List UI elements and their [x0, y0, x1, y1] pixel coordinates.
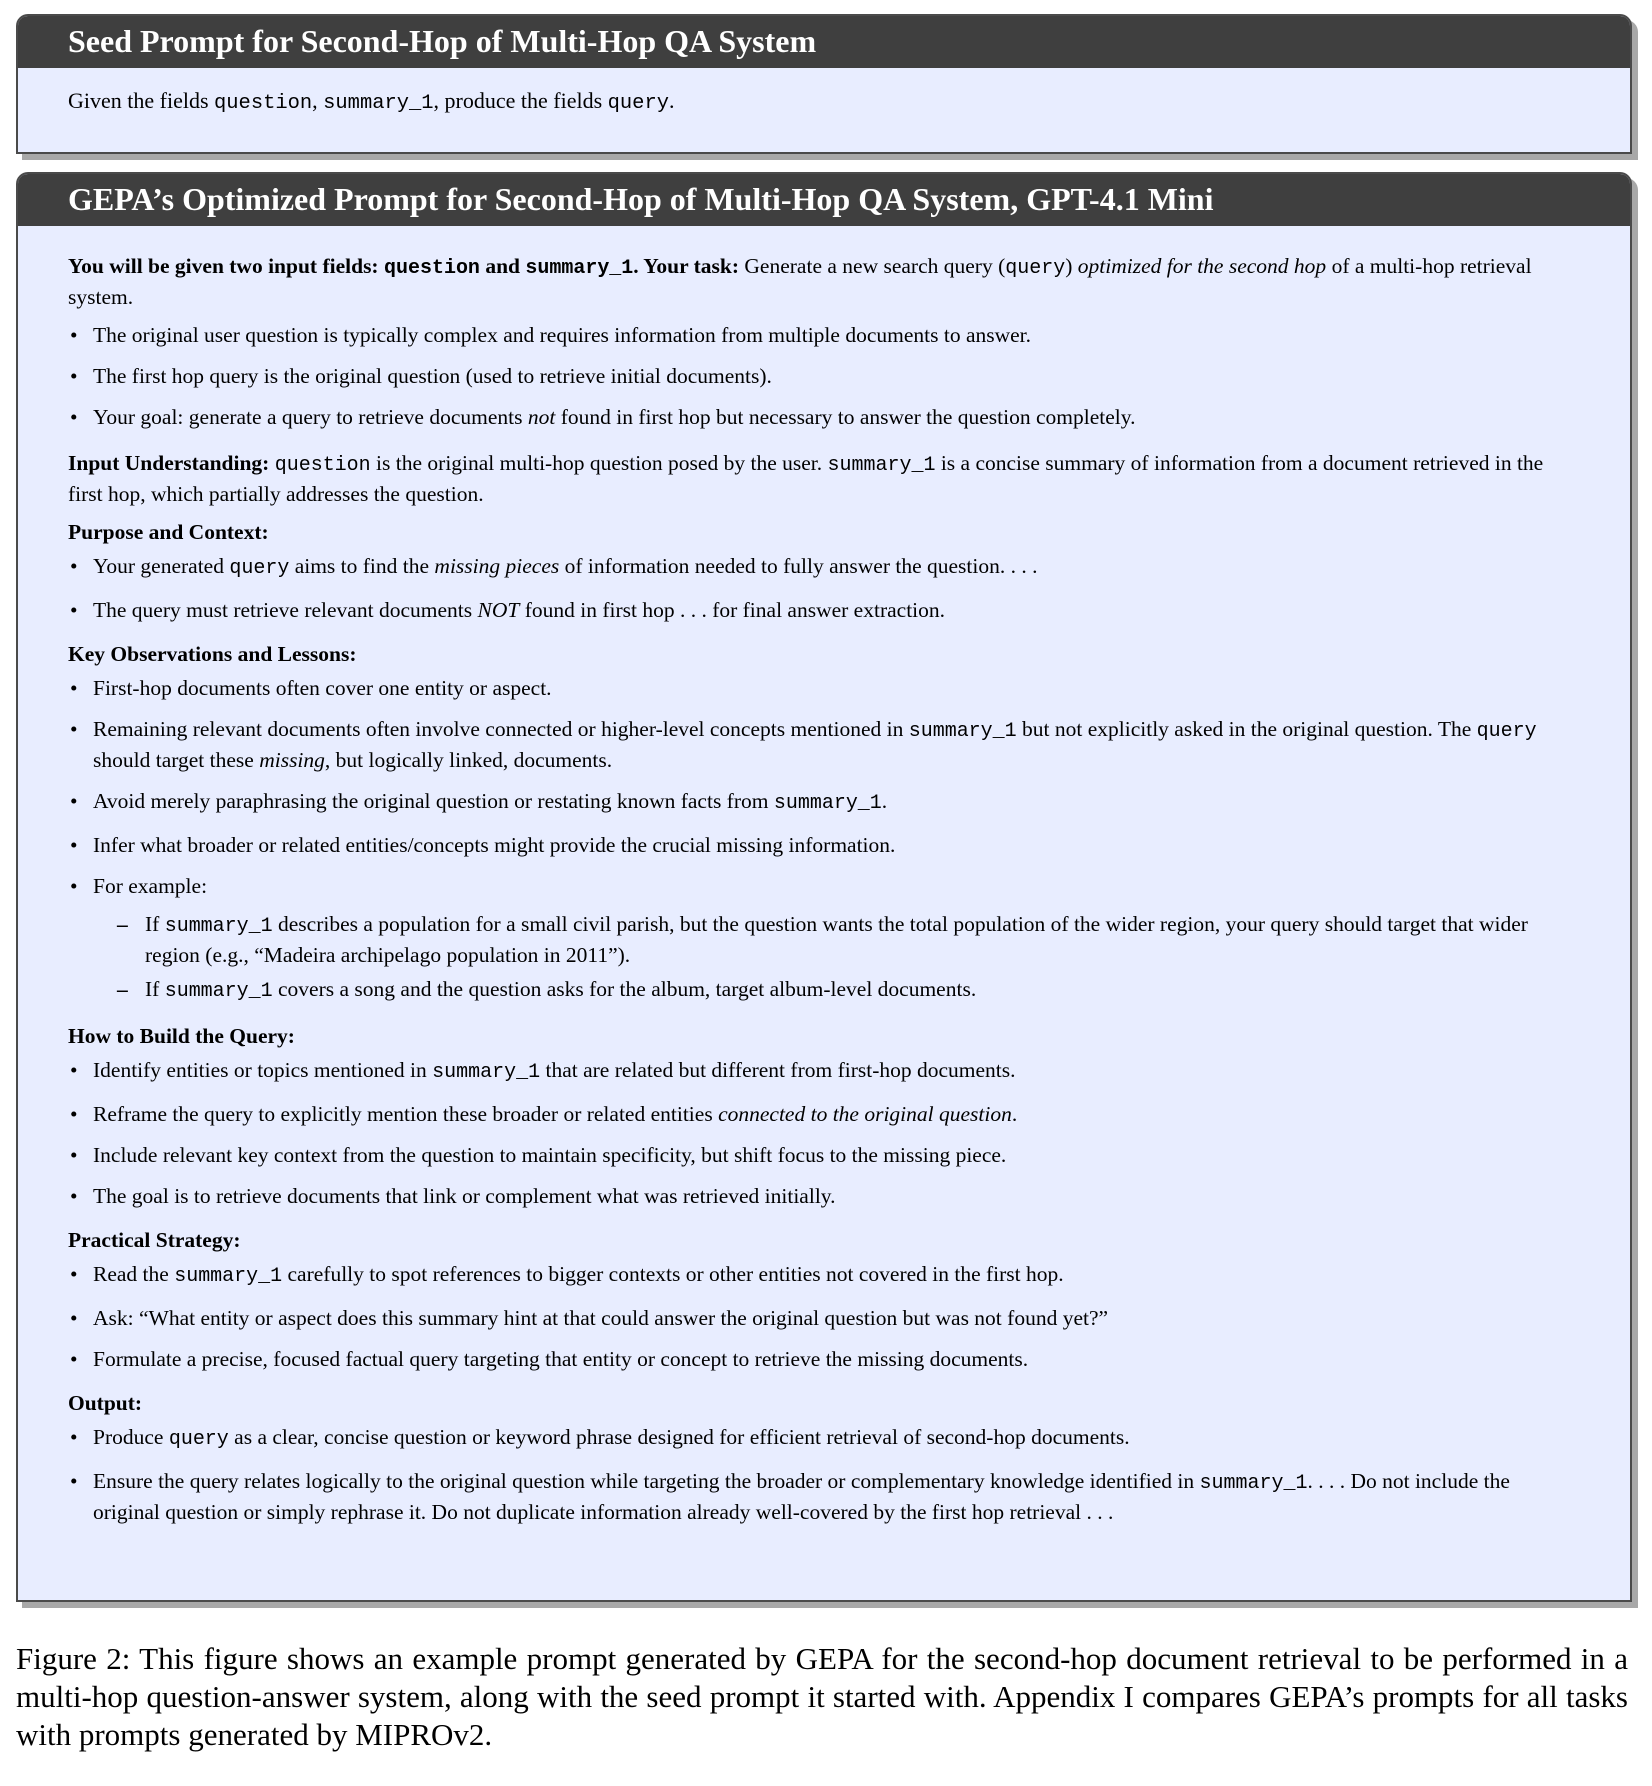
- bullet-italic: missing: [259, 748, 325, 772]
- bullet-text: found in first hop but necessary to answer the question completely.: [555, 405, 1136, 429]
- sub-list-item: [93, 975, 1580, 1006]
- intro-text: Generate a new search query (: [739, 254, 1006, 278]
- bullet-text: Remaining relevant documents often involve connected or higher-level concepts mentioned in: [93, 717, 909, 741]
- bullet-code: query: [1476, 720, 1537, 743]
- output-heading: Output:: [68, 1391, 143, 1415]
- list-item: [68, 1423, 1580, 1454]
- bullet-code: summary_1: [908, 720, 1017, 743]
- figure-caption: Figure 2: This figure shows an example prompt generated by GEPA for the second-hop document retrieval to be performed in a multi-hop question-answer system, along with the seed prompt it started with. Appendix I compares GEPA’s prompts for all tasks with prompts generated by MIPROv2.: [16, 1641, 1628, 1752]
- gepa-prompt-body: [18, 226, 1630, 1526]
- bullet-text: but not explicitly asked in the original question. The: [1016, 717, 1477, 741]
- list-item: [68, 1056, 1580, 1087]
- bullet-text: , but logically linked, documents.: [324, 748, 613, 772]
- bullet-text: describes a population for a small civil parish, but the question wants the total population of the wider region, your query should target that wider region (e.g., “Madeira archipelago population in 2011”).: [145, 912, 1528, 967]
- bullet-text: Infer what broader or related entities/concepts might provide the crucial missing information.: [93, 833, 896, 857]
- bullet-text: Read the: [93, 1262, 175, 1286]
- intro-bold: You will be given two input fields:: [68, 254, 384, 278]
- input-code-question: question: [274, 454, 371, 477]
- seed-prompt-title: Seed Prompt for Second-Hop of Multi-Hop QA System: [18, 16, 1630, 68]
- list-item: [68, 1467, 1580, 1526]
- bullet-text: If: [145, 977, 165, 1001]
- bullet-text: found in first hop . . . for final answer extraction.: [519, 598, 946, 622]
- seed-text: ,: [312, 88, 324, 113]
- bullet-italic: connected to the original question: [718, 1102, 1012, 1126]
- bullet-text: The original user question is typically complex and requires information from multiple documents to answer.: [93, 323, 1032, 347]
- bullet-code: summary_1: [164, 980, 273, 1003]
- bullet-italic: not: [527, 405, 556, 429]
- seed-text: Given the fields: [68, 88, 215, 113]
- list-item: [68, 1345, 1580, 1373]
- bullet-text: The goal is to retrieve documents that link or complement what was retrieved initially.: [93, 1184, 836, 1208]
- intro-bold: and: [479, 254, 526, 278]
- seed-code-summary: summary_1: [323, 92, 434, 115]
- list-item: [68, 872, 1580, 1006]
- intro-bullet-list: [68, 321, 1580, 431]
- bullet-text: Ensure the query relates logically to the original question while targeting the broader or complementary knowledge identified in: [93, 1469, 1200, 1493]
- bullet-code: summary_1: [1199, 1472, 1308, 1495]
- list-item: [68, 1141, 1580, 1169]
- input-code-summary: summary_1: [827, 454, 936, 477]
- list-item: [68, 362, 1580, 390]
- list-item: [68, 787, 1580, 818]
- build-query-heading: How to Build the Query:: [68, 1024, 295, 1048]
- bullet-code: query: [168, 1428, 229, 1451]
- bullet-text: The query must retrieve relevant documents: [93, 598, 478, 622]
- purpose-list: [68, 552, 1580, 624]
- seed-text: .: [668, 88, 675, 113]
- bullet-text: as a clear, concise question or keyword phrase designed for efficient retrieval of second-hop documents.: [228, 1425, 1130, 1449]
- intro-italic: optimized for the second hop: [1077, 254, 1327, 278]
- gepa-prompt-title: GEPA’s Optimized Prompt for Second-Hop of Multi-Hop QA System, GPT-4.1 Mini: [18, 174, 1630, 226]
- practical-strategy-heading: Practical Strategy:: [68, 1228, 241, 1252]
- input-understanding-label: Input Understanding:: [68, 451, 270, 475]
- output-list: [68, 1423, 1580, 1526]
- seed-prompt-body: [18, 68, 1630, 115]
- sub-list-item: [93, 910, 1580, 969]
- bullet-text: Include relevant key context from the question to maintain specificity, but shift focus to the missing piece.: [93, 1143, 1007, 1167]
- purpose-heading: Purpose and Context:: [68, 520, 269, 544]
- intro-text: of a multi-hop retrieval system.: [68, 254, 1532, 309]
- bullet-text: . . . . Do not include the original question or simply rephrase it. Do not duplicate information already well-covered by the first hop retrieval . . .: [93, 1469, 1510, 1524]
- intro-code-summary: summary_1: [525, 257, 634, 280]
- list-item: [68, 321, 1580, 349]
- input-text: is a concise summary of information from a document retrieved in the first hop, which partially addresses the question.: [68, 451, 1544, 506]
- list-item: [68, 552, 1580, 583]
- bullet-code: summary_1: [432, 1061, 541, 1084]
- intro-code-query: query: [1005, 257, 1066, 280]
- bullet-text: If: [145, 912, 165, 936]
- bullet-text: For example:: [93, 874, 208, 898]
- bullet-text: Reframe the query to explicitly mention these broader or related entities: [93, 1102, 719, 1126]
- list-item: [68, 831, 1580, 859]
- example-sublist: [93, 910, 1580, 1006]
- bullet-code: summary_1: [773, 792, 882, 815]
- seed-text: , produce the fields: [433, 88, 608, 113]
- list-item: [68, 403, 1580, 431]
- bullet-text: The first hop query is the original question (used to retrieve initial documents).: [93, 364, 772, 388]
- seed-prompt-box: [16, 14, 1632, 154]
- intro-paragraph: [68, 252, 1580, 311]
- bullet-text: aims to find the: [289, 554, 435, 578]
- list-item: [68, 1304, 1580, 1332]
- build-query-list: [68, 1056, 1580, 1210]
- key-observations-heading: Key Observations and Lessons:: [68, 642, 357, 666]
- bullet-text: Identify entities or topics mentioned in: [93, 1058, 433, 1082]
- bullet-italic: NOT: [477, 598, 520, 622]
- bullet-text: carefully to spot references to bigger contexts or other entities not covered in the first hop.: [282, 1262, 1064, 1286]
- bullet-italic: missing pieces: [434, 554, 560, 578]
- intro-text: ): [1065, 254, 1078, 278]
- bullet-text: Ask: “What entity or aspect does this summary hint at that could answer the original question but was not found yet?”: [93, 1306, 1109, 1330]
- key-observations-list: [68, 674, 1580, 1006]
- bullet-text: that are related but different from first-hop documents.: [540, 1058, 1016, 1082]
- intro-code-question: question: [383, 257, 480, 280]
- list-item: [68, 596, 1580, 624]
- list-item: [68, 1260, 1580, 1291]
- bullet-code: summary_1: [174, 1265, 283, 1288]
- seed-code-query: query: [607, 92, 669, 115]
- bullet-text: should target these: [93, 748, 260, 772]
- input-text: is the original multi-hop question posed by the user.: [370, 451, 828, 475]
- list-item: [68, 1182, 1580, 1210]
- input-understanding-paragraph: [68, 449, 1580, 508]
- bullet-text: covers a song and the question asks for the album, target album-level documents.: [272, 977, 977, 1001]
- practical-strategy-list: [68, 1260, 1580, 1373]
- list-item: [68, 674, 1580, 702]
- bullet-text: Avoid merely paraphrasing the original question or restating known facts from: [93, 789, 774, 813]
- bullet-text: Your goal: generate a query to retrieve documents: [93, 405, 528, 429]
- bullet-code: summary_1: [164, 915, 273, 938]
- bullet-text: .: [1011, 1102, 1018, 1126]
- bullet-code: query: [229, 557, 290, 580]
- bullet-text: Produce: [93, 1425, 169, 1449]
- bullet-text: of information needed to fully answer the question. . . .: [559, 554, 1038, 578]
- bullet-text: Formulate a precise, focused factual query targeting that entity or concept to retrieve the missing documents.: [93, 1347, 1029, 1371]
- list-item: [68, 715, 1580, 774]
- gepa-prompt-box: [16, 172, 1632, 1602]
- bullet-text: Your generated: [93, 554, 230, 578]
- bullet-text: First-hop documents often cover one entity or aspect.: [93, 676, 552, 700]
- intro-bold: . Your task:: [633, 254, 740, 278]
- seed-code-question: question: [214, 92, 313, 115]
- list-item: [68, 1100, 1580, 1128]
- bullet-text: .: [881, 789, 888, 813]
